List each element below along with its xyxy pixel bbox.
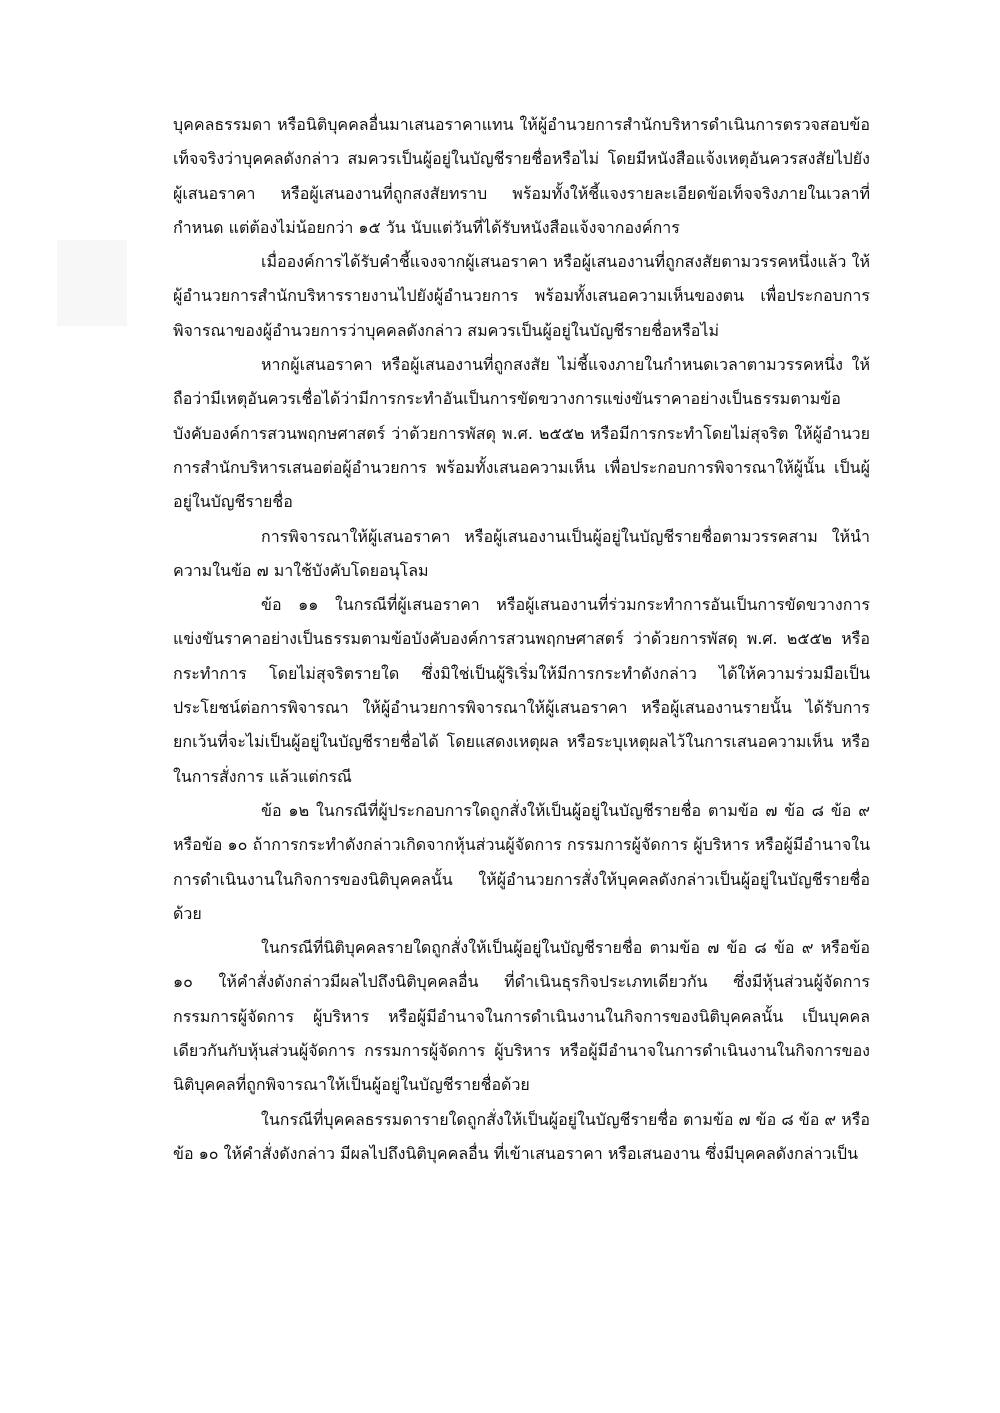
page-bottom-margin (0, 1383, 1000, 1413)
paragraph-clarification: เมื่อองค์การได้รับคำชี้แจงจากผู้เสนอราคา หรือผู้เสนองานที่ถูกสงสัยตามวรรคหนึ่งแล้ว ให้ผู้อำนวยการสำนักบริหารรายงานไปยังผู้อำนวยการ พร้อมทั้งเสนอความเห็นของตน เพื่อประกอบการพิจารณาของผู้อำนวยการว่าบุคคลดังกล่าว สมควรเป็นผู้อยู่ในบัญชีรายชื่อหรือไม่ (173, 252, 870, 340)
paragraph-no-clarification: หากผู้เสนอราคา หรือผู้เสนองานที่ถูกสงสัย ไม่ชี้แจงภายในกำหนดเวลาตามวรรคหนึ่ง ให้ถือว่ามีเหตุอันควรเชื่อได้ว่ามีการกระทำอันเป็นการขัดขวางการแข่งขันราคาอย่างเป็นธรรมตามข้อบังคับองค์การสวนพฤกษศาสตร์ ว่าด้วยการพัสดุ พ.ศ. ๒๕๕๒ หรือมีการกระทำโดยไม่สุจริต ให้ผู้อำนวยการสำนักบริหารเสนอต่อผู้อำนวยการ พร้อมทั้งเสนอความเห็น เพื่อประกอบการพิจารณาให้ผู้นั้น เป็นผู้อยู่ในบัญชีรายชื่อ (173, 355, 870, 512)
paragraph-continuation: บุคคลธรรมดา หรือนิติบุคคลอื่นมาเสนอราคาแทน ให้ผู้อำนวยการสำนักบริหารดำเนินการตรวจสอบข้อเท็จจริงว่าบุคคลดังกล่าว สมควรเป็นผู้อยู่ในบัญชีรายชื่อหรือไม่ โดยมีหนังสือแจ้งเหตุอันควรสงสัยไปยังผู้เสนอราคา หรือผู้เสนองานที่ถูกสงสัยทราบ พร้อมทั้งให้ชี้แจงรายละเอียดข้อเท็จจริงภายในเวลาที่กำหนด แต่ต้องไม่น้อยกว่า ๑๕ วัน นับแต่วันที่ได้รับหนังสือแจ้งจากองค์การ (173, 115, 870, 237)
document-body (173, 108, 870, 1171)
paragraph-clause-11: ข้อ ๑๑ ในกรณีที่ผู้เสนอราคา หรือผู้เสนองานที่ร่วมกระทำการอันเป็นการขัดขวางการแข่งขันราคาอย่างเป็นธรรมตามข้อบังคับองค์การสวนพฤกษศาสตร์ ว่าด้วยการพัสดุ พ.ศ. ๒๕๕๒ หรือกระทำการ โดยไม่สุจริตรายใด ซึ่งมิใช่เป็นผู้ริเริ่มให้มีการกระทำดังกล่าว ได้ให้ความร่วมมือเป็นประโยชน์ต่อการพิจารณา ให้ผู้อำนวยการพิจารณาให้ผู้เสนอราคา หรือผู้เสนองานรายนั้น ได้รับการยกเว้นที่จะไม่เป็นผู้อยู่ในบัญชีรายชื่อได้ โดยแสดงเหตุผล หรือระบุเหตุผลไว้ในการเสนอความเห็น หรือในการสั่งการ แล้วแต่กรณี (173, 595, 870, 786)
paragraph-clause-12: ข้อ ๑๒ ในกรณีที่ผู้ประกอบการใดถูกสั่งให้เป็นผู้อยู่ในบัญชีรายชื่อ ตามข้อ ๗ ข้อ ๘ ข้อ ๙ หรือข้อ ๑๐ ถ้าการกระทำดังกล่าวเกิดจากหุ้นส่วนผู้จัดการ กรรมการผู้จัดการ ผู้บริหาร หรือผู้มีอำนาจในการดำเนินงานในกิจการของนิติบุคคลนั้น ให้ผู้อำนวยการสั่งให้บุคคลดังกล่าวเป็นผู้อยู่ในบัญชีรายชื่อด้วย (173, 800, 870, 923)
paragraph-consideration: การพิจารณาให้ผู้เสนอราคา หรือผู้เสนองานเป็นผู้อยู่ในบัญชีรายชื่อตามวรรคสาม ให้นำความในข้อ ๗ มาใช้บังคับโดยอนุโลม (173, 526, 870, 580)
paragraph-natural-person: ในกรณีที่บุคคลธรรมดารายใดถูกสั่งให้เป็นผู้อยู่ในบัญชีรายชื่อ ตามข้อ ๗ ข้อ ๘ ข้อ ๙ หรือข้อ ๑๐ ให้คำสั่งดังกล่าว มีผลไปถึงนิติบุคคลอื่น ที่เข้าเสนอราคา หรือเสนองาน ซึ่งมีบุคคลดังกล่าวเป็น (173, 1109, 870, 1163)
scan-margin-mark (57, 240, 127, 326)
paragraph-juristic-person: ในกรณีที่นิติบุคคลรายใดถูกสั่งให้เป็นผู้อยู่ในบัญชีรายชื่อ ตามข้อ ๗ ข้อ ๘ ข้อ ๙ หรือข้อ ๑๐ ให้คำสั่งดังกล่าวมีผลไปถึงนิติบุคคลอื่น ที่ดำเนินธุรกิจประเภทเดียวกัน ซึ่งมีหุ้นส่วนผู้จัดการกรรมการผู้จัดการ ผู้บริหาร หรือผู้มีอำนาจในการดำเนินงานในกิจการของนิติบุคคลนั้น เป็นบุคคลเดียวกันกับหุ้นส่วนผู้จัดการ กรรมการผู้จัดการ ผู้บริหาร หรือผู้มีอำนาจในการดำเนินงานในกิจการของนิติบุคคลที่ถูกพิจารณาให้เป็นผู้อยู่ในบัญชีรายชื่อด้วย (173, 938, 870, 1095)
